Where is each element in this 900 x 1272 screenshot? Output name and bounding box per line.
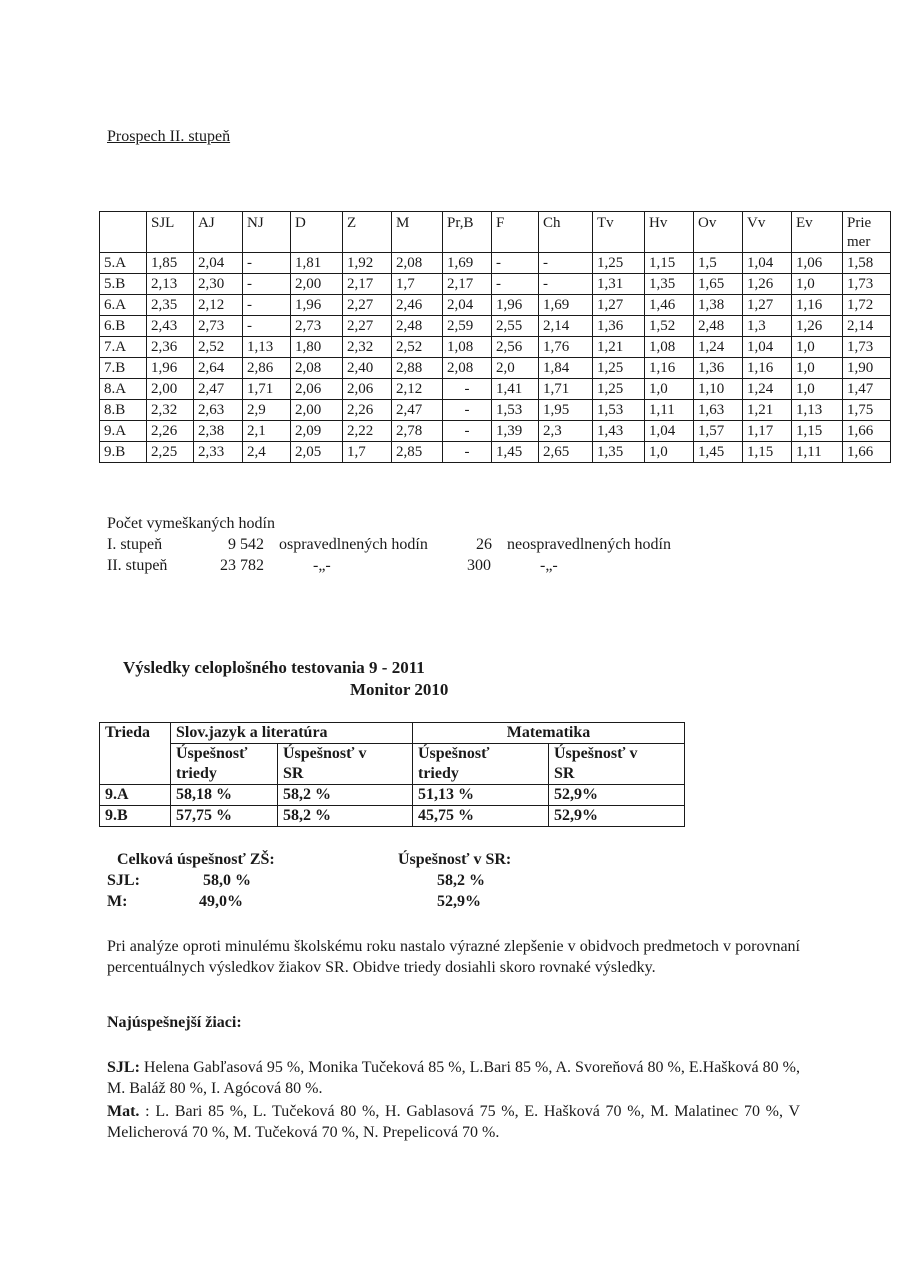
- grade-cell: 1,7: [392, 274, 443, 295]
- grade-cell: 1,17: [743, 421, 792, 442]
- header-cell: SJL: [147, 212, 194, 234]
- header-cell: Vv: [743, 212, 792, 234]
- best-mat-text: : L. Bari 85 %, L. Tučeková 80 %, H. Gablasová 75 %, E. Hašková 70 %, M. Malatinec 70 %, V Melicherová 70 %, M. Tučeková 70 %, N. Prepelicová 70 %.: [107, 1103, 800, 1141]
- grade-cell: 1,0: [645, 379, 694, 400]
- grade-cell: 2,1: [243, 421, 291, 442]
- grade-cell: 2,26: [343, 400, 392, 421]
- header-cell: D: [291, 212, 343, 234]
- grade-cell: 1,39: [492, 421, 539, 442]
- header-cell: Tv: [593, 212, 645, 234]
- grades-row: [100, 295, 891, 316]
- grade-cell: 1,53: [492, 400, 539, 421]
- absences-title: Počet vymeškaných hodín: [107, 515, 275, 532]
- grades-row: [100, 274, 891, 295]
- grade-cell: 2,09: [291, 421, 343, 442]
- summary-school-label: Celková úspešnosť ZŠ:: [117, 851, 275, 868]
- grade-cell: 1,13: [243, 337, 291, 358]
- grade-cell: 1,26: [743, 274, 792, 295]
- class-cell: 9.B: [100, 442, 147, 463]
- class-cell: 6.B: [100, 316, 147, 337]
- grades-row: [100, 316, 891, 337]
- grade-cell: 2,86: [243, 358, 291, 379]
- header-cell: Hv: [645, 212, 694, 234]
- grade-cell: 1,27: [743, 295, 792, 316]
- grade-cell: 1,25: [593, 253, 645, 274]
- grade-cell: 1,11: [792, 442, 843, 463]
- col-sjl: Slov.jazyk a literatúra: [171, 723, 413, 744]
- grade-cell: 1,66: [843, 421, 891, 442]
- grade-cell: 1,11: [645, 400, 694, 421]
- testing-results-table: [99, 722, 685, 827]
- grade-cell: -: [539, 253, 593, 274]
- grade-cell: 1,04: [645, 421, 694, 442]
- grades-header-row: [100, 212, 891, 234]
- grade-cell: 2,48: [392, 316, 443, 337]
- best-sjl-text: Helena Gabľasová 95 %, Monika Tučeková 85 %, L.Bari 85 %, A. Svoreňová 80 %, E.Hašková 80 %, M. Baláž 80 %, I. Agócová 80 %.: [107, 1059, 800, 1097]
- grade-cell: -: [539, 274, 593, 295]
- class-cell: 6.A: [100, 295, 147, 316]
- results-header-row: [100, 723, 685, 744]
- grade-cell: 2,12: [392, 379, 443, 400]
- grade-cell: -: [243, 253, 291, 274]
- sub-class-success: Úspešnosť triedy: [171, 744, 278, 785]
- header-cell: F: [492, 212, 539, 234]
- absences-unexcused-label: neospravedlnených hodín: [507, 536, 671, 553]
- grade-cell: 2,35: [147, 295, 194, 316]
- grade-cell: 1,96: [147, 358, 194, 379]
- grade-cell: 2,27: [343, 295, 392, 316]
- grade-cell: 2,47: [392, 400, 443, 421]
- grade-cell: 2,00: [291, 400, 343, 421]
- col-mat: Matematika: [413, 723, 685, 744]
- grade-cell: 2,17: [443, 274, 492, 295]
- grade-cell: 1,35: [645, 274, 694, 295]
- grades-header-row-2: [100, 233, 891, 253]
- absences-level: I. stupeň: [107, 536, 163, 553]
- grade-cell: 1,45: [492, 442, 539, 463]
- sub-sr-success: Úspešnosť v SR: [549, 744, 685, 785]
- header-cell: AJ: [194, 212, 243, 234]
- grade-cell: 2,00: [291, 274, 343, 295]
- grade-cell: 1,53: [593, 400, 645, 421]
- summary-sjl-school: 58,0 %: [203, 872, 251, 889]
- grade-cell: 2,14: [843, 316, 891, 337]
- grade-cell: 2,22: [343, 421, 392, 442]
- grade-cell: 1,58: [843, 253, 891, 274]
- grade-cell: 1,25: [593, 379, 645, 400]
- grades-table: [99, 211, 891, 463]
- header-cell: Pr,B: [443, 212, 492, 234]
- grade-cell: 2,32: [147, 400, 194, 421]
- grade-cell: 1,46: [645, 295, 694, 316]
- grade-cell: -: [243, 274, 291, 295]
- grade-cell: 2,36: [147, 337, 194, 358]
- absences-unexcused-label: -„-: [540, 557, 558, 574]
- grades-row: [100, 358, 891, 379]
- grade-cell: 2,63: [194, 400, 243, 421]
- grade-cell: 1,69: [443, 253, 492, 274]
- grade-cell: 2,47: [194, 379, 243, 400]
- sub-class-success: Úspešnosť triedy: [413, 744, 549, 785]
- summary-m-sr: 52,9%: [437, 893, 481, 910]
- best-mat-paragraph: [107, 1101, 800, 1143]
- grade-cell: 1,72: [843, 295, 891, 316]
- grade-cell: 1,10: [694, 379, 743, 400]
- summary-m-school: 49,0%: [199, 893, 243, 910]
- grade-cell: 2,08: [291, 358, 343, 379]
- grade-cell: 1,08: [645, 337, 694, 358]
- grade-cell: 2,78: [392, 421, 443, 442]
- grade-cell: 2,26: [147, 421, 194, 442]
- header-cell: M: [392, 212, 443, 234]
- results-mat-class: 51,13 %: [413, 785, 549, 806]
- grade-cell: 1,90: [843, 358, 891, 379]
- grade-cell: 1,41: [492, 379, 539, 400]
- grade-cell: 1,73: [843, 337, 891, 358]
- results-mat-class: 45,75 %: [413, 806, 549, 827]
- results-mat-sr: 52,9%: [549, 785, 685, 806]
- absences-excused: 9 542: [228, 536, 264, 553]
- grade-cell: 2,25: [147, 442, 194, 463]
- header-cell: Ov: [694, 212, 743, 234]
- grade-cell: 2,13: [147, 274, 194, 295]
- grade-cell: 1,0: [792, 379, 843, 400]
- grade-cell: 1,36: [593, 316, 645, 337]
- grade-cell: 1,65: [694, 274, 743, 295]
- grade-cell: 1,16: [743, 358, 792, 379]
- grades-row: [100, 337, 891, 358]
- grade-cell: 1,27: [593, 295, 645, 316]
- grade-cell: -: [443, 421, 492, 442]
- grade-cell: 2,04: [443, 295, 492, 316]
- results-class: 9.A: [100, 785, 171, 806]
- grade-cell: 2,52: [392, 337, 443, 358]
- grade-cell: 2,59: [443, 316, 492, 337]
- summary-sjl-label: SJL:: [107, 872, 140, 889]
- class-cell: 8.A: [100, 379, 147, 400]
- grade-cell: 2,08: [392, 253, 443, 274]
- results-row: [100, 785, 685, 806]
- grade-cell: 1,92: [343, 253, 392, 274]
- grade-cell: 2,88: [392, 358, 443, 379]
- results-class: 9.B: [100, 806, 171, 827]
- grade-cell: 1,24: [694, 337, 743, 358]
- header-cell: Ev: [792, 212, 843, 234]
- grade-cell: 1,25: [593, 358, 645, 379]
- summary-sr-label: Úspešnosť v SR:: [398, 851, 512, 868]
- grade-cell: 2,52: [194, 337, 243, 358]
- grade-cell: 1,96: [291, 295, 343, 316]
- absences-section: [107, 513, 747, 576]
- sub-sr-success: Úspešnosť v SR: [278, 744, 413, 785]
- grade-cell: 1,7: [343, 442, 392, 463]
- grade-cell: 1,13: [792, 400, 843, 421]
- grade-cell: 1,85: [147, 253, 194, 274]
- grades-row: [100, 253, 891, 274]
- grade-cell: 1,31: [593, 274, 645, 295]
- best-sjl-paragraph: [107, 1057, 800, 1099]
- grade-cell: -: [243, 316, 291, 337]
- absences-level: II. stupeň: [107, 557, 168, 574]
- grades-row: [100, 400, 891, 421]
- grade-cell: 2,40: [343, 358, 392, 379]
- best-mat-label: Mat.: [107, 1103, 140, 1120]
- absences-excused-label: -„-: [313, 557, 331, 574]
- grade-cell: 1,43: [593, 421, 645, 442]
- grade-cell: 2,4: [243, 442, 291, 463]
- grade-cell: 2,04: [194, 253, 243, 274]
- grade-cell: 1,15: [792, 421, 843, 442]
- grade-cell: 1,75: [843, 400, 891, 421]
- summary-section: [107, 850, 627, 913]
- grade-cell: 2,17: [343, 274, 392, 295]
- grade-cell: 2,08: [443, 358, 492, 379]
- grade-cell: 2,06: [343, 379, 392, 400]
- grade-cell: 1,0: [792, 274, 843, 295]
- grade-cell: 2,06: [291, 379, 343, 400]
- col-class: Trieda: [100, 723, 171, 785]
- grade-cell: 2,38: [194, 421, 243, 442]
- absences-unexcused: 26: [476, 536, 492, 553]
- class-cell: 5.A: [100, 253, 147, 274]
- grade-cell: 1,38: [694, 295, 743, 316]
- grade-cell: 1,21: [593, 337, 645, 358]
- grade-cell: 2,46: [392, 295, 443, 316]
- results-subheader-row: [100, 744, 685, 785]
- grade-cell: 1,76: [539, 337, 593, 358]
- analysis-paragraph: Pri analýze oproti minulému školskému roku nastalo výrazné zlepšenie v obidvoch predmetoch v porovnaní percentuálnych výsledkov žiakov SR. Obidve triedy dosiahli skoro rovnaké výsledky.: [107, 938, 800, 976]
- grade-cell: 2,30: [194, 274, 243, 295]
- grade-cell: 2,56: [492, 337, 539, 358]
- grade-cell: 1,24: [743, 379, 792, 400]
- best-students-title: Najúspešnejší žiaci:: [107, 1014, 242, 1031]
- grade-cell: 1,04: [743, 337, 792, 358]
- grade-cell: 1,08: [443, 337, 492, 358]
- grade-cell: 1,57: [694, 421, 743, 442]
- grade-cell: 2,73: [194, 316, 243, 337]
- grade-cell: 2,55: [492, 316, 539, 337]
- grade-cell: 1,15: [743, 442, 792, 463]
- grade-cell: -: [492, 253, 539, 274]
- grade-cell: 2,05: [291, 442, 343, 463]
- header-cell: Z: [343, 212, 392, 234]
- grade-cell: 1,06: [792, 253, 843, 274]
- absences-unexcused: 300: [467, 557, 491, 574]
- grade-cell: -: [492, 274, 539, 295]
- header-cell: mer: [843, 233, 891, 253]
- grade-cell: 2,12: [194, 295, 243, 316]
- grade-cell: 2,33: [194, 442, 243, 463]
- grade-cell: 1,52: [645, 316, 694, 337]
- absences-excused-label: ospravedlnených hodín: [279, 536, 428, 553]
- grade-cell: 2,00: [147, 379, 194, 400]
- grades-row: [100, 421, 891, 442]
- grade-cell: -: [243, 295, 291, 316]
- grades-row: [100, 442, 891, 463]
- testing-title: Výsledky celoplošného testovania 9 - 2011: [123, 658, 425, 677]
- header-cell: Prie: [843, 212, 891, 234]
- grade-cell: 2,85: [392, 442, 443, 463]
- grade-cell: 1,0: [792, 337, 843, 358]
- grade-cell: 2,48: [694, 316, 743, 337]
- header-cell: NJ: [243, 212, 291, 234]
- grade-cell: 1,80: [291, 337, 343, 358]
- results-mat-sr: 52,9%: [549, 806, 685, 827]
- results-sjl-sr: 58,2 %: [278, 785, 413, 806]
- grade-cell: -: [443, 442, 492, 463]
- best-sjl-label: SJL:: [107, 1059, 140, 1076]
- grade-cell: 2,65: [539, 442, 593, 463]
- summary-m-label: M:: [107, 893, 128, 910]
- grade-cell: 1,71: [539, 379, 593, 400]
- results-sjl-class: 57,75 %: [171, 806, 278, 827]
- grade-cell: 1,26: [792, 316, 843, 337]
- grade-cell: 1,47: [843, 379, 891, 400]
- grade-cell: 1,84: [539, 358, 593, 379]
- results-sjl-sr: 58,2 %: [278, 806, 413, 827]
- grade-cell: 1,0: [792, 358, 843, 379]
- grade-cell: 1,16: [645, 358, 694, 379]
- results-row: [100, 806, 685, 827]
- grade-cell: 1,21: [743, 400, 792, 421]
- testing-subtitle: Monitor 2010: [350, 680, 449, 699]
- grade-cell: -: [443, 379, 492, 400]
- grade-cell: 1,16: [792, 295, 843, 316]
- grade-cell: 1,81: [291, 253, 343, 274]
- grades-body: [100, 253, 891, 463]
- grade-cell: 2,43: [147, 316, 194, 337]
- grade-cell: 1,5: [694, 253, 743, 274]
- grade-cell: 1,95: [539, 400, 593, 421]
- grade-cell: 2,32: [343, 337, 392, 358]
- grade-cell: 2,9: [243, 400, 291, 421]
- absences-row: [107, 555, 747, 576]
- grade-cell: 1,63: [694, 400, 743, 421]
- grade-cell: 1,36: [694, 358, 743, 379]
- grade-cell: 1,45: [694, 442, 743, 463]
- absences-row: [107, 534, 747, 555]
- class-cell: 5.B: [100, 274, 147, 295]
- grade-cell: 1,66: [843, 442, 891, 463]
- grade-cell: 1,3: [743, 316, 792, 337]
- grade-cell: 1,15: [645, 253, 694, 274]
- grade-cell: -: [443, 400, 492, 421]
- grade-cell: 2,0: [492, 358, 539, 379]
- summary-sjl-sr: 58,2 %: [437, 872, 485, 889]
- grade-cell: 1,0: [645, 442, 694, 463]
- class-cell: 8.B: [100, 400, 147, 421]
- grade-cell: 1,04: [743, 253, 792, 274]
- grade-cell: 1,69: [539, 295, 593, 316]
- grade-cell: 2,3: [539, 421, 593, 442]
- class-cell: 7.B: [100, 358, 147, 379]
- header-cell: Ch: [539, 212, 593, 234]
- class-cell: 9.A: [100, 421, 147, 442]
- grade-cell: 1,96: [492, 295, 539, 316]
- header-cell: [100, 212, 147, 234]
- grade-cell: 1,71: [243, 379, 291, 400]
- results-sjl-class: 58,18 %: [171, 785, 278, 806]
- grade-cell: 2,73: [291, 316, 343, 337]
- grade-cell: 2,27: [343, 316, 392, 337]
- grades-row: [100, 379, 891, 400]
- grade-cell: 2,64: [194, 358, 243, 379]
- section-heading: Prospech II. stupeň: [107, 128, 231, 145]
- grade-cell: 1,35: [593, 442, 645, 463]
- absences-excused: 23 782: [220, 557, 264, 574]
- grade-cell: 1,73: [843, 274, 891, 295]
- grade-cell: 2,14: [539, 316, 593, 337]
- class-cell: 7.A: [100, 337, 147, 358]
